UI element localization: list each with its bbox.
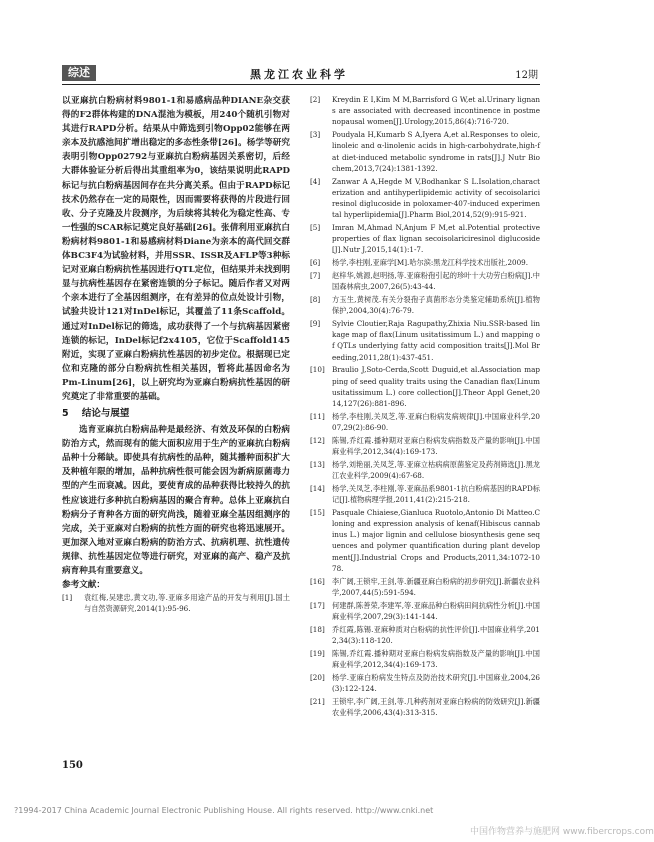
reference-number: [4]	[310, 176, 321, 186]
reference-text: 李广阔,王锁牢,王剑,等.新疆亚麻白粉病的初步研究[J].新疆农业科学,2007,44(5):591-594.	[332, 576, 540, 597]
reference-item	[310, 459, 540, 481]
reference-text: Zanwar A A,Hegde M V,Bodhankar S L.Isolation,characterization and antihyperlipidemic activity of secoisolariciresinol diglucoside in poloxamer-407-induced experimental hyperlipidemia[J].Pharm Biol,2014,52(9):915-921.	[332, 176, 540, 220]
reference-text: 方玉生,黄树茂.有关分裂孢子真菌形态分类鉴定辅助系统[J].植物保护,2004,30(4):76-79.	[332, 295, 540, 316]
body-paragraph-2: 选育亚麻抗白粉病品种是最经济、有效及环保的白粉病防治方式，然而现有的能大面积应用于生产的亚麻抗白粉病品种十分稀缺。即使具有抗病性的品种，随其播种面积扩大及种植年限的增加，品种抗病性很可能会因为新病原菌毒力型的产生而衰减。因此，要使育成的品种获得比较持久的抗性应该进行多种抗白粉病基因的聚合育种。总体上亚麻抗白粉病分子育种各方面的研究尚浅，随着亚麻全基因组测序的完成，关于亚麻对白粉病的抗性方面的研究也将迅速展开。更加深入地对亚麻白粉病的防治方式、抗病机理、抗性遗传规律、抗性基因定位等进行研究，对亚麻的高产、稳产及抗病育种具有重要意义。	[62, 425, 290, 576]
reference-text: Imran M,Ahmad N,Anjum F M,et al.Potential protective properties of flax lignan secoisolariciresinol diglucoside[J].Nutr J,2015,14(1):1-7.	[332, 223, 540, 255]
reference-number: [7]	[310, 271, 321, 281]
reference-text: 杨学,李柱刚,关凤芝,等.亚麻白粉病发病规律[J].中国麻业科学,2007,29(2):86-90.	[332, 411, 540, 433]
section-tag: 综述	[62, 65, 96, 81]
reference-number: [8]	[310, 295, 321, 305]
reference-item	[310, 257, 540, 268]
reference-text: 赵梓华,姚源,赵明扬,等.亚麻粉孢引起的珍叶十大功劳白粉病[J].中国森林病虫,2007,26(5):43-44.	[332, 271, 540, 292]
reference-number: [12]	[310, 435, 325, 445]
reference-item	[310, 600, 540, 622]
reference-text: 袁红梅,吴建忠,黄文功,等.亚麻多用途产品的开发与利用[J].国土与自然资源研究,2014(1):95-96.	[84, 593, 290, 614]
reference-number: [10]	[310, 365, 325, 375]
section-number: 5	[62, 408, 69, 420]
reference-item	[310, 270, 540, 292]
reference-item	[310, 672, 540, 694]
issue-number: 12期	[515, 70, 538, 81]
body-paragraph-1: 以亚麻抗白粉病材料9801-1和易感病品种DIANE杂交获得的F2群体构建的DNA混池为模板，用240个随机引物对其进行RAPD分析。结果从中筛选到引物Opp02能够在两亲本及抗感池间扩增出稳定的多态性条带[26]。杨学等研究表明引物Opp02792与亚麻抗白粉病基因关系密切，后经大群体验证分析后得出其重组率为0，该结果说明此RAPD标记与抗白粉病基因间存在共分离关系。但由于RAPD标记技术仍然存在一定的局限性，因而需要将获得的片段进行回收、分子克隆及片段测序，为后续将其转化为稳定性高、专一性强的SCAR标记奠定良好基础[26]。张倩利用亚麻抗白粉病材料9801-1和易感病材料Diane为亲本的高代回交群体BC3F4为试验材料，并用SSR、ISSR及AFLP等3种标记对亚麻白粉病抗性基因进行QTL定位，但结果并未找到明显与抗病性基因存在紧密连锁的分子标记。随后作者又对两个亲本进行了全基因组测序，在有差异的位点处设计引物，试验共设计121对InDel标记，其覆盖了11条Scaffold。通过对InDel标记的筛选，成功获得了一个与抗病基因紧密连锁的标记，InDel标记f2x4105，它位于Scaffold145附近，实现了亚麻白粉病抗性基因的初步定位。根据现已定位和克隆的部分白粉病抗性相关基因，暂将此基因命名为Pm-Linum[26]，以上研究均为亚麻白粉病抗性基因的研究奠定了非常重要的基础。	[62, 96, 290, 402]
reference-item	[310, 318, 540, 363]
reference-number: [19]	[310, 648, 325, 658]
reference-item	[310, 294, 540, 316]
reference-number: [5]	[310, 223, 321, 233]
section-title: 结论与展望	[81, 408, 130, 420]
reference-number: [9]	[310, 319, 321, 329]
reference-item	[310, 483, 540, 505]
reference-item	[310, 435, 540, 457]
reference-item	[310, 176, 540, 221]
reference-number: [20]	[310, 672, 325, 682]
reference-item	[62, 592, 290, 614]
reference-item	[310, 222, 540, 256]
left-column	[62, 94, 290, 616]
reference-number: [17]	[310, 600, 325, 610]
reference-item	[310, 94, 540, 128]
journal-title: 黑龙江农业科学	[250, 68, 348, 81]
reference-number: [13]	[310, 459, 325, 469]
reference-number: [11]	[310, 411, 325, 421]
reference-number: [6]	[310, 258, 321, 268]
reference-text: 陈锡,乔红霞.播种期对亚麻白粉病发病指数及产量的影响[J].中国麻业科学,2012,34(4):169-173.	[332, 648, 540, 669]
reference-text: 杨学,关凤芝,李柱刚,等.亚麻品系9801-1抗白粉病基因的RAPD标记[J].植物病理学报,2011,41(2):215-218.	[332, 483, 540, 505]
reference-number: [21]	[310, 696, 325, 706]
page-header	[62, 64, 540, 85]
reference-item	[310, 129, 540, 174]
site-watermark: 中国作物营养与施肥网 www.fibercrops.com	[470, 827, 654, 837]
reference-item	[310, 364, 540, 409]
reference-text: 陈锡,乔红霞.播种期对亚麻白粉病发病指数及产量的影响[J].中国麻业科学,2012,34(4):169-173.	[332, 435, 540, 457]
reference-text: 王锁牢,李广阔,王剑,等.几种药剂对亚麻白粉病的防效研究[J].新疆农业科学,2006,43(4):313-315.	[332, 696, 540, 717]
references-label: 参考文献：	[62, 580, 105, 591]
reference-number: [1]	[62, 593, 73, 603]
reference-item	[310, 648, 540, 670]
reference-number: [14]	[310, 483, 325, 493]
reference-number: [18]	[310, 624, 325, 634]
page-number: 150	[62, 760, 83, 771]
reference-item	[310, 696, 540, 718]
reference-text: Sylvie Cloutier,Raja Ragupathy,Zhixia Niu.SSR-based linkage map of flax(Linum usitatissimum L.) and mapping of QTLs underlying fatty acid composition traits[J].Mol Breeding,2011,28(1):437-451.	[332, 319, 540, 362]
reference-number: [15]	[310, 507, 325, 517]
reference-text: 乔红霞,陈锡.亚麻种质对白粉病的抗性评价[J].中国麻业科学,2012,34(3):118-120.	[332, 624, 540, 645]
right-column	[310, 94, 540, 720]
reference-number: [2]	[310, 95, 321, 104]
copyright-footer: ?1994-2017 China Academic Journal Electronic Publishing House. All rights reserved. http://www.cnki.net	[14, 806, 434, 815]
reference-text: 何建群,陈善荣,李建军,等.亚麻品种白粉病田间抗病性分析[J].中国麻业科学,2007,29(3):141-144.	[332, 600, 540, 621]
reference-number: [3]	[310, 130, 321, 140]
reference-text: 杨学.亚麻白粉病发生特点及防治技术研究[J].中国麻业,2004,26(3):122-124.	[332, 672, 540, 693]
reference-text: Pasquale Chiaiese,Gianluca Ruotolo,Antonio Di Matteo.Cloning and expression analysis of kenaf(Hibiscus cannabinus L.) major lignin and cellulose biosynthesis gene sequences and polymer quantification during plant development[J].Industrial Crops and Products,2011,34:1072-1078.	[332, 507, 540, 573]
reference-item	[310, 624, 540, 646]
reference-number: [16]	[310, 576, 325, 586]
reference-item	[310, 576, 540, 598]
reference-text: 杨学,李柱刚,亚麻学[M].哈尔滨:黑龙江科学技术出版社,2009.	[332, 258, 529, 268]
reference-list-right	[310, 94, 540, 718]
reference-text: Kreydin E I,Kim M M,Barrisford G W,et al.Urinary lignans are associated with decreased incontinence in postmenopausal women[J].Urology,2015,86(4):716-720.	[332, 95, 540, 127]
reference-list-left	[62, 592, 290, 614]
section-heading	[62, 406, 290, 421]
reference-item	[310, 507, 540, 574]
reference-text: 杨学,刘艳丽,关凤芝,等.亚麻立枯病病原菌鉴定及药剂筛选[J].黑龙江农业科学,2009(4):67-68.	[332, 459, 540, 481]
reference-item	[310, 411, 540, 433]
reference-text: Poudyala H,Kumarb S A,Iyera A,et al.Responses to oleic,linoleic and α-linolenic acids in high-carbohydrate,high-fat diet-induced metabolic syndrome in rats[J].J Nutr Biochem,2013,7(24):1381-1392.	[332, 130, 540, 173]
reference-text: Braulio J,Soto-Cerda,Scott Duguid,et al.Association mapping of seed quality traits using the Canadian flax(Linum usitatissimum L.) core collection[J].Theor Appl Genet,2014,127(26):881-896.	[332, 365, 540, 409]
